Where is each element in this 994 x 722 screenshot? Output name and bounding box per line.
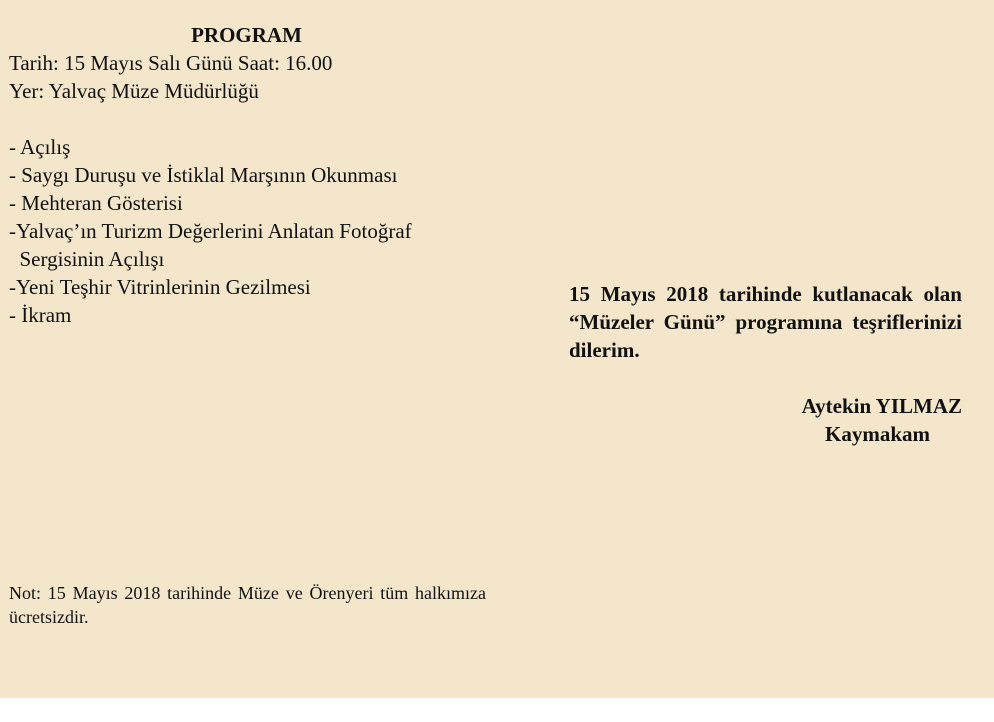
- program-title: PROGRAM: [191, 23, 302, 47]
- program-item: Sergisinin Açılışı: [9, 247, 165, 271]
- signer-name: Aytekin YILMAZ: [801, 394, 962, 418]
- spacer: [9, 105, 489, 133]
- program-date: Tarih: 15 Mayıs Salı Günü Saat: 16.00: [9, 51, 333, 75]
- invitation-section: [569, 280, 962, 448]
- program-item: - Saygı Duruşu ve İstiklal Marşının Okunması: [9, 163, 398, 187]
- program-item: - Açılış: [9, 135, 71, 159]
- invitation-text: 15 Mayıs 2018 tarihinde kutlanacak olan “Müzeler Günü” programına teşriflerinizi dilerim.: [569, 282, 962, 362]
- program-section: [9, 21, 489, 329]
- signer-title: Kaymakam: [825, 422, 930, 446]
- program-list: [9, 133, 489, 329]
- program-item: -Yeni Teşhir Vitrinlerinin Gezilmesi: [9, 275, 311, 299]
- program-item: -Yalvaç’ın Turizm Değerlerini Anlatan Fotoğraf: [9, 219, 412, 243]
- program-place: Yer: Yalvaç Müze Müdürlüğü: [9, 79, 259, 103]
- program-item: - Mehteran Gösterisi: [9, 191, 183, 215]
- footer-note: Not: 15 Mayıs 2018 tarihinde Müze ve Örenyeri tüm halkımıza ücretsizdir.: [9, 583, 486, 627]
- program-item: - İkram: [9, 303, 72, 327]
